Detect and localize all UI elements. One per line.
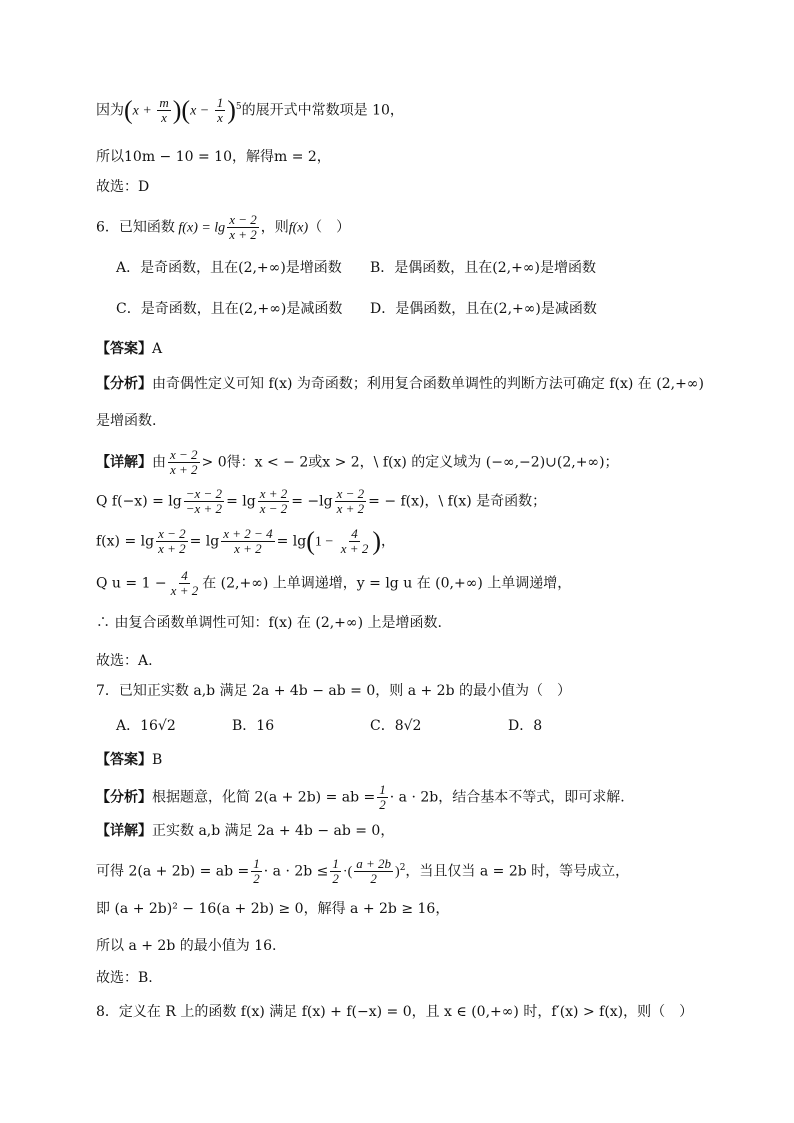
text: Q u = 1 − xyxy=(96,575,167,592)
analysis-tag: 【分析】 xyxy=(96,789,152,806)
option-a: A．16√2 xyxy=(116,718,176,734)
detail-7-1 xyxy=(96,820,394,842)
text: f(x) = lg xyxy=(96,533,155,550)
text: 6．已知函数 xyxy=(96,219,175,236)
text: 根据题意，化简 2(a + 2b) = ab = xyxy=(152,789,376,806)
option-d: D．8 xyxy=(508,718,543,734)
frac: $\frac{1}{2}$ xyxy=(332,856,339,887)
dot: ·( xyxy=(342,864,353,880)
frac: $\frac{x + 2 - 4}{x + 2}$ xyxy=(223,526,273,556)
text: = −lg xyxy=(291,493,333,510)
choice-6: 故选：A. xyxy=(96,653,153,669)
text: = − f(x)，\ f(x) 是奇函数； xyxy=(368,493,547,510)
frac: $\frac{4}{x + 2}$ xyxy=(340,526,369,556)
paren: ) xyxy=(395,864,400,880)
text: > 0得：x < − 2或x > 2，\ f(x) 的定义域为 (−∞,−2)∪(2,+∞)； xyxy=(201,454,619,471)
frac: $\frac{x - 2}{x + 2}$ xyxy=(229,212,257,242)
one: 1 − xyxy=(314,534,337,550)
detail-tag: 【详解】 xyxy=(96,823,152,839)
analysis-7 xyxy=(96,783,625,812)
text: （ ） xyxy=(308,219,351,236)
func: f(x) = lg xyxy=(174,220,226,236)
text: 正实数 a,b 满足 2a + 4b − ab = 0， xyxy=(152,823,395,839)
text: = lg xyxy=(189,533,220,550)
frac: $\frac{1}{2}$ xyxy=(253,856,260,887)
text: · a · 2b ≤ xyxy=(263,863,329,880)
frac: $\frac{x - 2}{x + 2}$ xyxy=(170,447,198,477)
frac: $\frac{4}{x + 2}$ xyxy=(170,568,199,598)
line-solve-m: 所以10m − 10 = 10，解得m = 2， xyxy=(96,149,331,165)
text: 在 (2,+∞) 上单调递增，y = lg u 在 (0,+∞) 上单调递增， xyxy=(202,575,572,592)
text: 由奇偶性定义可知 f(x) 为奇函数；利用复合函数单调性的判断方法可确定 f(x) 在 (2,+∞) xyxy=(152,376,704,392)
detail-6-4 xyxy=(96,569,571,598)
answer-7 xyxy=(96,749,162,771)
var-x: x + xyxy=(132,103,156,119)
detail-7-4: 所以 a + 2b 的最小值为 16. xyxy=(96,938,277,954)
option-b: B．是偶函数，且在(2,+∞)是增函数 xyxy=(370,260,596,276)
option-a: A．是奇函数，且在(2,+∞)是增函数 xyxy=(116,260,342,276)
paren: ( xyxy=(306,526,315,556)
text: = lg xyxy=(276,533,307,550)
answer-6 xyxy=(96,338,162,360)
choice-7: 故选：B. xyxy=(96,970,153,986)
text: 由 xyxy=(152,454,166,471)
question-7: 7．已知正实数 a,b 满足 2a + 4b − ab = 0，则 a + 2b 的最小值为（ ） xyxy=(96,683,571,699)
paren: ) xyxy=(227,95,236,125)
text: B xyxy=(152,752,163,768)
frac: $\frac{-x - 2}{-x + 2}$ xyxy=(185,486,223,516)
paren: )( xyxy=(172,95,191,125)
func: f(x) xyxy=(288,220,309,236)
frac: $\frac{x - 2}{x + 2}$ xyxy=(158,526,186,556)
line-choice-d: 故选：D xyxy=(96,179,150,195)
frac: $\frac{a + 2b}{2}$ xyxy=(356,856,392,887)
text: = lg xyxy=(226,493,256,510)
answer-tag: 【答案】 xyxy=(96,341,152,357)
text: · a · 2b，结合基本不等式，即可求解. xyxy=(389,789,625,806)
option-b: B．16 xyxy=(232,718,275,734)
option-c: C．8√2 xyxy=(370,718,422,734)
frac: $\frac{1}{2}$ xyxy=(379,782,386,812)
frac-m-x: $\frac{m}{x}$ xyxy=(159,95,169,126)
frac-1-x: $\frac{1}{x}$ xyxy=(216,95,224,126)
text: 的展开式中常数项是 10， xyxy=(241,102,404,119)
analysis-6 xyxy=(96,373,704,395)
text: 可得 2(a + 2b) = ab = xyxy=(96,863,250,880)
answer-tag: 【答案】 xyxy=(96,752,152,768)
frac: $\frac{x - 2}{x + 2}$ xyxy=(336,486,365,516)
analysis-6-cont: 是增函数. xyxy=(96,413,157,429)
detail-6-2 xyxy=(96,487,546,516)
detail-6-3 xyxy=(96,527,395,556)
detail-6-5: ∴ 由复合函数单调性可知：f(x) 在 (2,+∞) 上是增函数. xyxy=(96,615,442,631)
text: A xyxy=(152,341,163,357)
detail-6-1 xyxy=(96,448,619,477)
text: ， xyxy=(381,533,395,550)
detail-tag: 【详解】 xyxy=(96,454,152,471)
analysis-tag: 【分析】 xyxy=(96,376,152,392)
text: Q f(−x) = lg xyxy=(96,493,182,510)
text: 因为 xyxy=(96,102,124,119)
paren: ( xyxy=(124,95,133,125)
question-8: 8．定义在 R 上的函数 f(x) 满足 f(x) + f(−x) = 0，且 x ∈ (0,+∞) 时，f′(x) > f(x)，则（ ） xyxy=(96,1004,694,1020)
question-6 xyxy=(96,213,350,242)
detail-7-3: 即 (a + 2b)² − 16(a + 2b) ≥ 0，解得 a + 2b ≥ 16， xyxy=(96,901,450,917)
line-binomial xyxy=(96,96,404,125)
detail-7-2 xyxy=(96,857,629,886)
text: ，当且仅当 a = 2b 时，等号成立， xyxy=(405,863,630,880)
option-d: D．是偶函数，且在(2,+∞)是减函数 xyxy=(370,301,597,317)
exponent: 2 xyxy=(399,863,406,873)
exponent: 5 xyxy=(235,102,242,112)
option-c: C．是奇函数，且在(2,+∞)是减函数 xyxy=(116,301,343,317)
text: ，则 xyxy=(260,219,289,236)
frac: $\frac{x + 2}{x - 2}$ xyxy=(259,486,288,516)
var-x: x − xyxy=(190,103,213,119)
paren: ) xyxy=(372,526,381,556)
